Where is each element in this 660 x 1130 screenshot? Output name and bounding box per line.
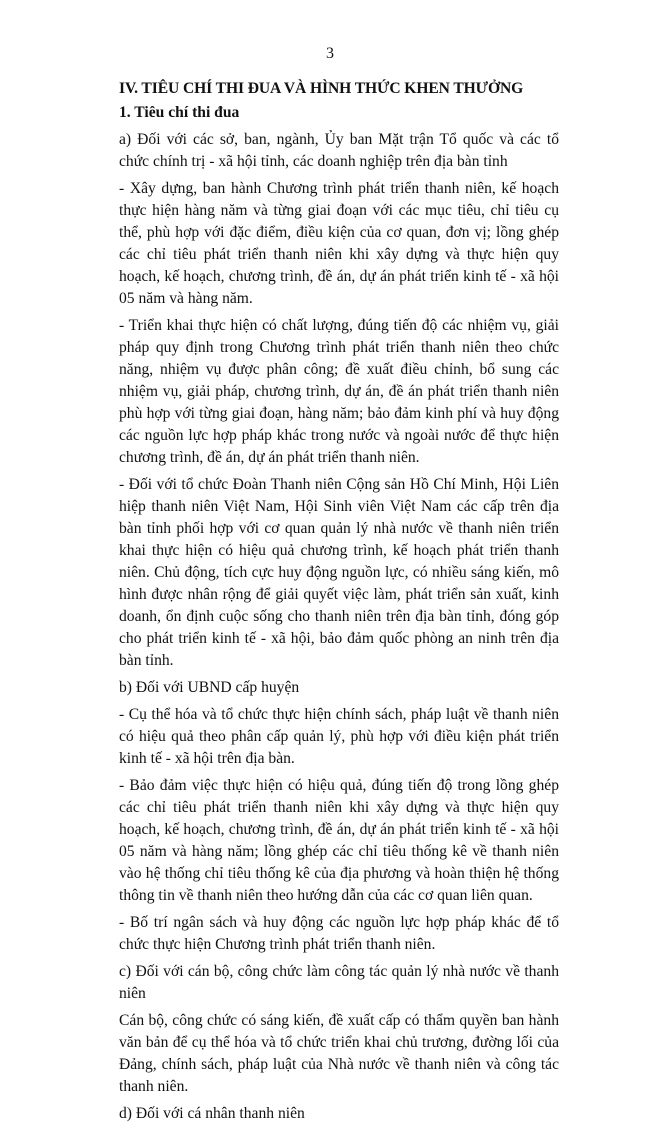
section-heading: IV. TIÊU CHÍ THI ĐUA VÀ HÌNH THỨC KHEN THƯỞNG — [119, 80, 524, 97]
paragraph-bullet: - Bố trí ngân sách và huy động các nguồn lực hợp pháp khác để tổ chức thực hiện Chương trình phát triển thanh niên. — [119, 914, 559, 953]
paragraph-criteria-b: b) Đối với UBND cấp huyện — [119, 679, 300, 696]
paragraph-bullet: - Triển khai thực hiện có chất lượng, đúng tiến độ các nhiệm vụ, giải pháp quy định trong Chương trình phát triển thanh niên theo chức năng, nhiệm vụ được phân công; đề xuất điều chỉnh, bổ sung các nhiệm vụ, giải pháp, chương trình, dự án, đề án phát triển thanh niên phù hợp với từng giai đoạn, hàng năm; bảo đảm kinh phí và huy động các nguồn lực hợp pháp khác trong nước và ngoài nước để thực hiện chương trình, đề án, dự án phát triển thanh niên. — [119, 317, 559, 466]
sub-heading: 1. Tiêu chí thi đua — [119, 104, 240, 121]
paragraph-bullet: - Cụ thể hóa và tổ chức thực hiện chính sách, pháp luật về thanh niên có hiệu quả theo phân cấp quản lý, phù hợp với điều kiện phát triển kinh tế - xã hội trên địa bàn. — [119, 706, 559, 767]
page-number: 3 — [326, 45, 334, 62]
paragraph-body: Cán bộ, công chức có sáng kiến, đề xuất cấp có thẩm quyền ban hành văn bản để cụ thể hóa và tổ chức triển khai chủ trương, đường lối của Đảng, chính sách, pháp luật của Nhà nước về thanh niên và công tác thanh niên. — [119, 1012, 559, 1095]
paragraph-bullet: - Xây dựng, ban hành Chương trình phát triển thanh niên, kế hoạch thực hiện hàng năm và từng giai đoạn với các mục tiêu, chỉ tiêu cụ thể, phù hợp với đặc điểm, điều kiện của cơ quan, đơn vị; lồng ghép các chỉ tiêu phát triển thanh niên khi xây dựng và thực hiện quy hoạch, kế hoạch, chương trình, đề án, dự án phát triển kinh tế - xã hội 05 năm và hàng năm. — [119, 180, 559, 307]
paragraph-bullet: - Bảo đảm việc thực hiện có hiệu quả, đúng tiến độ trong lồng ghép các chỉ tiêu phát triển thanh niên khi xây dựng và thực hiện quy hoạch, kế hoạch, chương trình, đề án, dự án phát triển kinh tế - xã hội 05 năm và hàng năm; lồng ghép các chỉ tiêu thống kê về thanh niên vào hệ thống chỉ tiêu thống kê của địa phương và hoàn thiện hệ thống thông tin về thanh niên theo hướng dẫn của các cơ quan liên quan. — [119, 777, 559, 904]
paragraph-criteria-c: c) Đối với cán bộ, công chức làm công tác quản lý nhà nước về thanh niên — [119, 963, 559, 1002]
paragraph-criteria-d: d) Đối với cá nhân thanh niên — [119, 1105, 305, 1122]
paragraph-bullet: - Đối với tổ chức Đoàn Thanh niên Cộng sản Hồ Chí Minh, Hội Liên hiệp thanh niên Việt Nam, Hội Sinh viên Việt Nam các cấp trên địa bàn tỉnh phối hợp với cơ quan quản lý nhà nước về thanh niên triển khai thực hiện có hiệu quả chương trình, kế hoạch phát triển thanh niên. Chủ động, tích cực huy động nguồn lực, có nhiều sáng kiến, mô hình được nhân rộng để giải quyết việc làm, phát triển sản xuất, kinh doanh, ổn định cuộc sống cho thanh niên trên địa bàn tỉnh, đóng góp cho phát triển kinh tế - xã hội, bảo đảm quốc phòng an ninh trên địa bàn tỉnh. — [119, 476, 559, 669]
paragraph-criteria-a: a) Đối với các sở, ban, ngành, Ủy ban Mặt trận Tổ quốc và các tổ chức chính trị - xã hội tỉnh, các doanh nghiệp trên địa bàn tỉnh — [119, 131, 559, 170]
document-body — [119, 78, 559, 1130]
